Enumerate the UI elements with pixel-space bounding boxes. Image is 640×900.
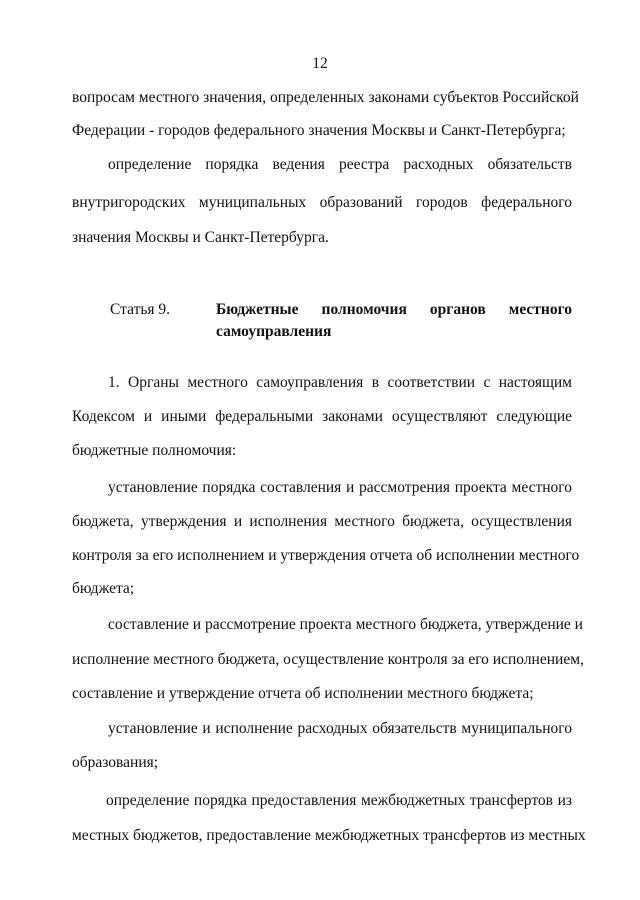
article-title-continuation: самоуправления xyxy=(216,323,332,340)
text-line: 1. Органы местного самоуправления в соответствии с настоящим xyxy=(108,374,572,391)
text-line: установление и исполнение расходных обязательств муниципального xyxy=(108,720,572,737)
text-line: исполнение местного бюджета, осуществление контроля за его исполнением, xyxy=(72,651,584,668)
text-line: местных бюджетов, предоставление межбюджетных трансфертов из местных xyxy=(72,827,586,844)
text-line: контроля за его исполнением и утверждения отчета об исполнении местного xyxy=(72,547,580,564)
text-line: значения Москвы и Санкт-Петербурга. xyxy=(72,229,329,246)
text-line: составление и рассмотрение проекта местного бюджета, утверждение и xyxy=(108,616,583,633)
text-line: определение порядка ведения реестра расходных обязательств xyxy=(108,156,572,173)
text-line: бюджета; xyxy=(72,580,135,597)
text-line: образования; xyxy=(72,754,159,771)
text-line: Кодексом и иными федеральными законами осуществляют следующие xyxy=(72,408,572,425)
article-label: Статья 9. xyxy=(110,301,171,318)
text-line: внутригородских муниципальных образований городов федерального xyxy=(72,194,572,211)
text-line: бюджета, утверждения и исполнения местного бюджета, осуществления xyxy=(72,513,572,530)
text-line: составление и утверждение отчета об исполнении местного бюджета; xyxy=(72,685,534,702)
page-number: 12 xyxy=(312,55,328,72)
text-line: определение порядка предоставления межбюджетных трансфертов из xyxy=(106,792,572,809)
text-line: установление порядка составления и рассмотрения проекта местного xyxy=(108,479,572,496)
text-line: вопросам местного значения, определенных законами субъектов Российской xyxy=(72,89,579,106)
text-line: бюджетные полномочия: xyxy=(72,442,237,459)
article-title: Бюджетные полномочия органов местного xyxy=(216,301,572,318)
text-line: Федерации - городов федерального значения Москвы и Санкт-Петербурга; xyxy=(72,122,566,139)
